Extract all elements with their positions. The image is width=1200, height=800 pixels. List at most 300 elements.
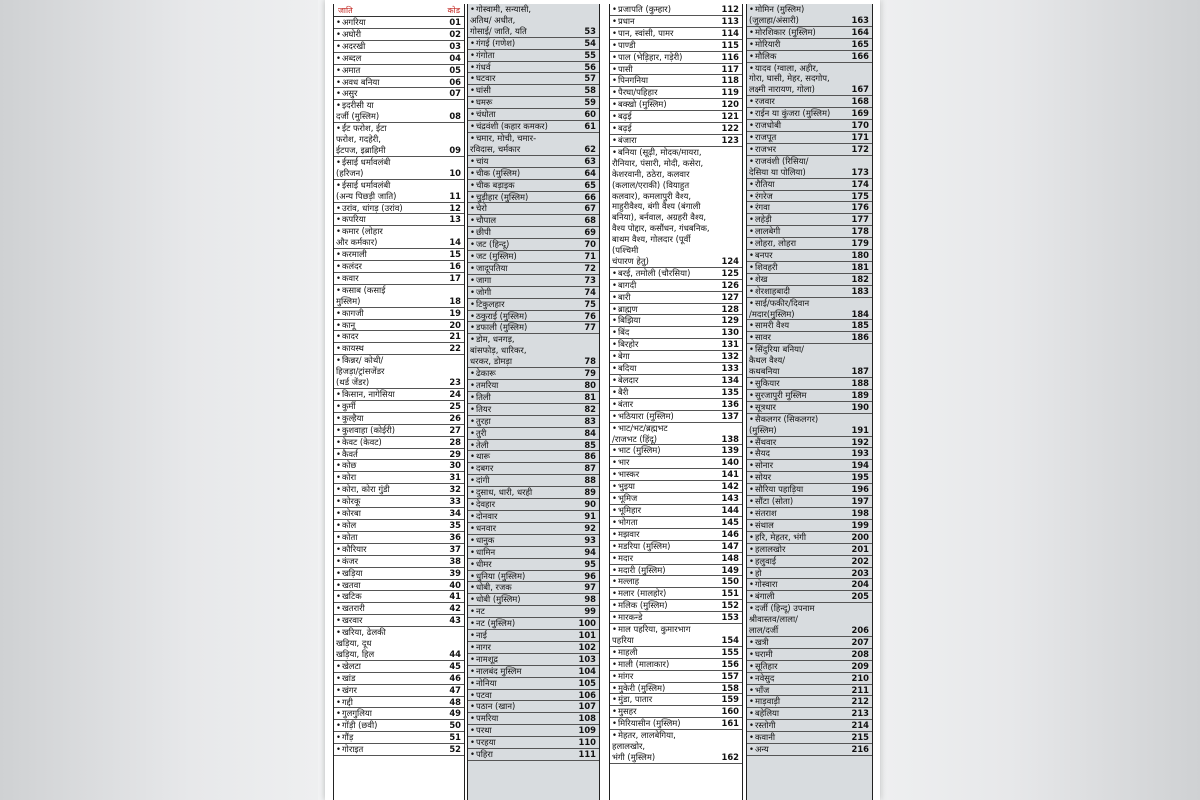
caste-name: • पान, स्वांसी, पामर [612,28,721,39]
caste-code: 160 [721,706,739,717]
caste-row [747,390,872,402]
caste-row [468,322,599,334]
caste-name: • खरवार [336,615,443,626]
caste-row [747,179,872,191]
caste-code: 64 [584,167,596,178]
caste-row [334,685,464,697]
caste-code: 183 [851,285,869,296]
caste-name: • मुंडा, पातार [612,694,721,705]
caste-code: 209 [851,660,869,671]
caste-code: 197 [851,496,869,507]
caste-row [747,685,872,697]
caste-name: • चीक (मुस्लिम) [470,168,578,179]
caste-row [468,523,599,535]
caste-row [468,133,599,156]
caste-name: • नागर [470,642,578,653]
caste-row [610,327,742,339]
caste-name: • मारकन्डे [612,612,721,623]
caste-row [747,744,872,756]
caste-code: 62 [584,143,596,154]
caste-name: • चंद्रवंशी (कहार कमकर) [470,121,578,132]
caste-name: • तमरिया [470,380,578,391]
caste-code: 49 [449,708,461,719]
caste-name: • दबगर [470,463,578,474]
caste-name: • किसान, नागेसिया [336,389,443,400]
caste-row [610,40,742,52]
caste-code: 30 [449,460,461,471]
caste-row [468,499,599,511]
caste-code: 113 [721,15,739,26]
caste-row [610,111,742,123]
caste-row [468,287,599,299]
caste-code: 14 [449,237,461,248]
caste-row [747,649,872,661]
caste-name: • कौरियार [336,544,443,555]
background-blur-left [0,0,318,800]
caste-row [334,53,464,65]
caste-name: • गोंड़ी (छवी) [336,720,443,731]
background-blur-right [882,0,1200,800]
caste-code: 211 [851,684,869,695]
caste-code: 195 [851,472,869,483]
caste-name: • जोगी [470,287,578,298]
caste-row [468,416,599,428]
caste-code: 86 [584,451,596,462]
caste-name: • कैवर्त [336,449,443,460]
caste-row [747,720,872,732]
caste-name: • कोता [336,532,443,543]
caste-name: • जट (हिन्दू) [470,239,578,250]
caste-row [610,52,742,64]
caste-row [610,268,742,280]
caste-code: 200 [851,531,869,542]
caste-code: 214 [851,720,869,731]
caste-name: • मझवार [612,529,721,540]
caste-row [610,292,742,304]
caste-code: 82 [584,403,596,414]
caste-name: • तुरहा [470,416,578,427]
caste-name: • भूमिहार [612,505,721,516]
caste-name: • गंगई (गणेश) [470,38,578,49]
caste-row [334,123,464,157]
caste-name: • कोरकू [336,496,443,507]
caste-code: 193 [851,448,869,459]
caste-row [747,51,872,63]
caste-code: 115 [721,39,739,50]
caste-code: 11 [449,190,461,201]
caste-name: • किन्नर/ कोथी/ हिजड़ा/ट्रांसजेंडर (थर्ड जेंडर) [336,355,443,388]
caste-code: 47 [449,684,461,695]
caste-code: 116 [721,51,739,62]
caste-code: 28 [449,436,461,447]
caste-name: • कादर [336,331,443,342]
caste-code: 78 [584,356,596,367]
caste-code: 17 [449,272,461,283]
caste-code: 93 [584,534,596,545]
caste-code: 110 [578,737,596,748]
caste-name: • माल पहरिया, कुमारभाग पहरिया [612,624,721,646]
caste-name: • चीक बड़ाइक [470,180,578,191]
caste-row [334,556,464,568]
caste-name: • करमाली [336,249,443,260]
caste-code: 46 [449,672,461,683]
caste-code: 55 [584,49,596,60]
caste-row [468,451,599,463]
caste-name: • ढेकारू [470,368,578,379]
caste-name: • रंगरेज [749,191,851,202]
caste-name: • प्रजापति (कुम्हार) [612,4,721,15]
caste-row [610,481,742,493]
caste-name: • लहेड़ी [749,214,851,225]
caste-row [334,484,464,496]
caste-code: 153 [721,612,739,623]
caste-code: 37 [449,543,461,554]
caste-row [334,180,464,203]
caste-row [610,87,742,99]
caste-code: 107 [578,701,596,712]
caste-code: 212 [851,696,869,707]
caste-code: 111 [578,749,596,760]
caste-row [610,135,742,147]
caste-row [334,355,464,389]
caste-code: 44 [449,648,461,659]
caste-row [747,402,872,414]
caste-name: • बदिया [612,363,721,374]
caste-name: • माली (मालाकार) [612,659,721,670]
caste-name: • बिझिया [612,315,721,326]
caste-name: • बैरी [612,387,721,398]
caste-name: • नालबंद मुस्लिम [470,666,578,677]
caste-name: • गौंड़ [336,732,443,743]
caste-row [468,690,599,702]
caste-name: • खत्री [749,637,851,648]
caste-name: • घरामी [749,649,851,660]
caste-code: 114 [721,27,739,38]
caste-code: 13 [449,214,461,225]
caste-row [468,62,599,74]
caste-name: • कलंदर [336,261,443,272]
caste-name: • कानू [336,320,443,331]
caste-row [468,180,599,192]
caste-code: 92 [584,522,596,533]
caste-code: 75 [584,298,596,309]
caste-name: • कंजर [336,556,443,567]
caste-name: • सौरिया पहाड़िया [749,484,851,495]
caste-row [610,647,742,659]
caste-row [468,606,599,618]
caste-name: • राजवंशी (रिसिया/ देसिया या पोलिया) [749,156,851,178]
caste-row [334,744,464,756]
caste-row [610,147,742,268]
caste-row [468,192,599,204]
caste-code: 176 [851,202,869,213]
caste-name: • मदारी (मुस्लिम) [612,565,721,576]
caste-code: 41 [449,591,461,602]
caste-code: 169 [851,108,869,119]
caste-code: 151 [721,588,739,599]
caste-row [334,508,464,520]
caste-name: • प्रधान [612,16,721,27]
caste-row [747,226,872,238]
caste-name: • पाल (भेड़िहार, गड़ेरी) [612,52,721,63]
caste-code: 74 [584,286,596,297]
caste-code: 122 [721,123,739,134]
caste-row [468,701,599,713]
caste-name: • पमरिया [470,713,578,724]
caste-row [334,343,464,355]
caste-code: 100 [578,618,596,629]
caste-code: 152 [721,600,739,611]
caste-name: • चौपाल [470,215,578,226]
caste-name: • धानुक [470,535,578,546]
caste-code: 158 [721,682,739,693]
caste-code: 165 [851,38,869,49]
caste-name: • परथा [470,725,578,736]
caste-name: • सौंटा (सोता) [749,496,851,507]
caste-row [747,274,872,286]
caste-row [747,556,872,568]
caste-name: • भुइया [612,481,721,492]
caste-name: • धीमर [470,559,578,570]
caste-code: 04 [449,52,461,63]
caste-name: • केवट (केवट) [336,437,443,448]
caste-name: • सावर [749,332,851,343]
caste-row [334,401,464,413]
caste-code: 70 [584,239,596,250]
caste-code: 159 [721,694,739,705]
caste-code: 124 [721,255,739,266]
caste-name: • मदार [612,553,721,564]
caste-row [747,544,872,556]
column-2 [467,4,600,800]
caste-name: • हरि, मेहतर, भंगी [749,532,851,543]
caste-name: • मोमिन (मुस्लिम) (जुलाहा/अंसारी) [749,4,851,26]
caste-name: • धनवार [470,523,578,534]
caste-name: • चेरो [470,203,578,214]
caste-code: 104 [578,665,596,676]
caste-name: • खटिक [336,591,443,602]
caste-code: 201 [851,543,869,554]
caste-code: 174 [851,178,869,189]
caste-name: • घांसी [470,85,578,96]
caste-code: 33 [449,496,461,507]
caste-code: 167 [851,84,869,95]
caste-row [334,203,464,215]
caste-name: • रंगवा [749,202,851,213]
caste-name: • गोस्वामी, सन्यासी, अतिथ/ अधीत, गोसाई/ जाति, यति [470,4,578,37]
caste-code: 134 [721,375,739,385]
caste-row [334,425,464,437]
caste-name: • खंगर [336,685,443,696]
caste-name: • मलार (मालहोर) [612,588,721,599]
caste-row [610,363,742,375]
caste-name: • बनपर [749,250,851,261]
caste-name: • तियर [470,404,578,415]
caste-code: 170 [851,120,869,131]
caste-row [747,250,872,262]
caste-code: 71 [584,251,596,262]
caste-name: • धोबी (मुस्लिम) [470,594,578,605]
caste-name: • बिरहोर [612,339,721,350]
caste-row [747,96,872,108]
caste-code: 59 [584,97,596,108]
caste-row [468,4,599,38]
caste-code: 117 [721,63,739,74]
caste-name: • गंगोता [470,50,578,61]
caste-name: • घटवार [470,73,578,84]
caste-row [747,120,872,132]
caste-name: • मल्लाह [612,576,721,587]
caste-row [747,156,872,179]
caste-row [610,706,742,718]
caste-code: 147 [721,540,739,551]
caste-code: 76 [584,310,596,321]
caste-row [610,387,742,399]
caste-name: • जादूपतिया [470,263,578,274]
caste-name: • मांगर [612,671,721,682]
caste-name: • ईसाई धर्मावलंबी (हरिजन) [336,157,443,179]
caste-row [468,594,599,606]
caste-code: 196 [851,484,869,495]
caste-row [468,713,599,725]
caste-row [468,50,599,62]
caste-name: • मेहतर, लालबेगिया, हलालखोर, भंगी (मुस्लिम) [612,730,721,763]
caste-name: • सैंथवार [749,437,851,448]
caste-row [468,547,599,559]
caste-row [468,251,599,263]
caste-row [468,678,599,690]
caste-row [468,582,599,594]
caste-name: • शेख [749,274,851,285]
caste-row [747,520,872,532]
caste-code: 194 [851,460,869,471]
caste-row [334,532,464,544]
caste-code: 157 [721,670,739,681]
caste-row [747,238,872,250]
caste-row [747,673,872,685]
caste-name: • रौतिया [749,179,851,190]
caste-code: 85 [584,439,596,450]
caste-name: • ईसाई धर्मावलंबी (अन्य पिछड़ी जाति) [336,180,443,202]
caste-row [334,389,464,401]
caste-code: 149 [721,564,739,575]
caste-row [334,249,464,261]
caste-name: • पहिरा [470,749,578,760]
caste-row [747,298,872,321]
caste-code: 24 [449,389,461,399]
caste-code: 150 [721,576,739,587]
caste-row [334,544,464,556]
caste-code: 186 [851,332,869,343]
caste-code: 181 [851,261,869,272]
caste-name: • बेगा [612,351,721,362]
caste-row [747,484,872,496]
caste-code: 146 [721,528,739,539]
caste-name: • सामरी वैश्य [749,320,851,331]
caste-code: 94 [584,546,596,557]
caste-row [334,591,464,603]
caste-code: 12 [449,202,461,213]
caste-code: 52 [449,744,461,755]
caste-row [334,603,464,615]
caste-row [334,580,464,592]
caste-row [468,618,599,630]
caste-row [334,214,464,226]
caste-code: 136 [721,398,739,409]
caste-code: 103 [578,653,596,664]
caste-code: 45 [449,660,461,671]
caste-code: 131 [721,339,739,350]
caste-name: • असुर [336,88,443,99]
caste-code: 213 [851,708,869,719]
caste-name: • कागजी [336,308,443,319]
caste-row [468,666,599,678]
caste-code: 105 [578,677,596,688]
caste-name: • ईंट फरोश, ईटा फरोश, गदहेरी, ईटपज, इब्राहिमी [336,123,443,156]
caste-name: • इदरीसी या दर्जी (मुस्लिम) [336,100,443,122]
caste-name: • भोगता [612,517,721,528]
caste-name: • मौलिक [749,51,851,62]
caste-row [468,630,599,642]
caste-row [747,108,872,120]
caste-row [610,588,742,600]
caste-row [468,203,599,215]
caste-row [610,280,742,292]
caste-name: • पटवा [470,690,578,701]
caste-code: 118 [721,75,739,86]
caste-row [610,423,742,446]
caste-name: • भास्कर [612,469,721,480]
caste-name: • राजधोबी [749,120,851,131]
caste-row [468,725,599,737]
caste-code: 16 [449,261,461,272]
caste-row [468,299,599,311]
caste-row [334,29,464,41]
caste-row [334,17,464,29]
caste-name: • नट [470,606,578,617]
caste-row [610,99,742,111]
caste-row [334,615,464,627]
caste-row [747,472,872,484]
caste-row [747,568,872,580]
caste-row [747,27,872,39]
caste-code: 91 [584,510,596,521]
caste-name: • गंधर्व [470,62,578,73]
caste-code: 35 [449,519,461,530]
caste-name: • चांय [470,156,578,167]
caste-row [468,511,599,523]
caste-row [610,28,742,40]
caste-row [610,730,742,764]
caste-code: 43 [449,615,461,626]
caste-row [747,696,872,708]
caste-name: • हो [749,568,851,579]
caste-name: • तिली [470,392,578,403]
caste-row [747,214,872,226]
caste-row [610,399,742,411]
caste-name: • सोयर [749,472,851,483]
caste-code: 190 [851,401,869,412]
caste-row [468,428,599,440]
caste-name: • कुर्मी [336,401,443,412]
caste-name: • खेलटा [336,661,443,672]
caste-name: • संथाल [749,520,851,531]
caste-name: • सैयद [749,448,851,459]
caste-row [468,654,599,666]
caste-row [468,571,599,583]
caste-row [468,97,599,109]
caste-code: 22 [449,343,461,354]
